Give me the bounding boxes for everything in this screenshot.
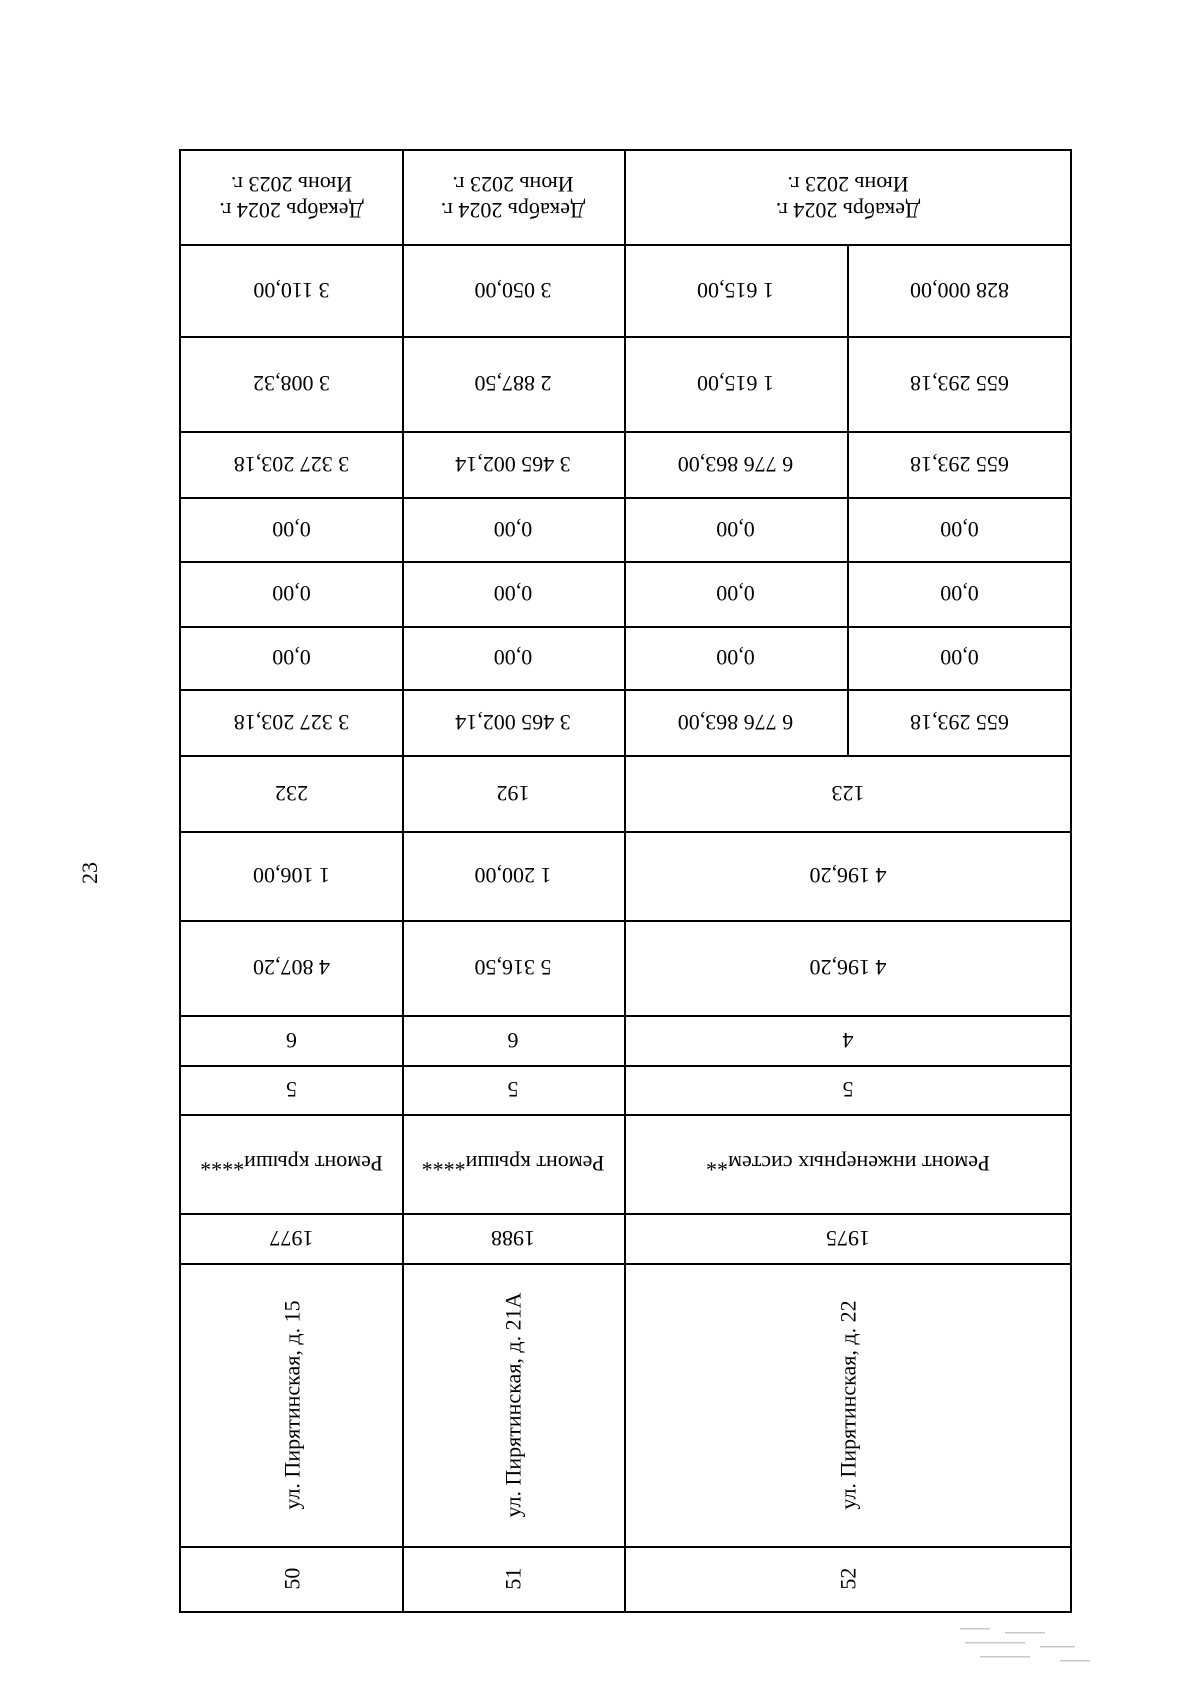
row50-address-cell: [181, 1263, 402, 1546]
row52-work-type: Ремонт инженерных систем**: [706, 1151, 990, 1177]
row51-address: ул. Пирятинская, д. 21А: [500, 1291, 526, 1518]
row50-limit-cost: 3 110,00: [253, 277, 330, 303]
row52-area-total: 4 196,20: [809, 955, 887, 981]
row52-year: 1975: [826, 1225, 870, 1251]
row50-residents: 232: [275, 780, 308, 806]
row52-zero-c2: 0,00: [940, 645, 979, 671]
period-start: Июнь 2023 г.: [452, 172, 574, 198]
row50-unit-cost: 3 008,32: [253, 371, 330, 397]
row51-area-residential: 1 200,00: [474, 863, 552, 889]
row52-cost-work-a: 6 776 863,00: [677, 451, 794, 477]
row52-period: [624, 151, 1072, 244]
row52-number: 52: [835, 1567, 861, 1590]
page-number: 23: [77, 862, 102, 884]
row52-col6: 4: [842, 1027, 854, 1053]
row52-cost-total-a: 6 776 863,00: [677, 709, 794, 735]
row51-col5: 5: [507, 1077, 519, 1103]
row50-number-cell: [181, 1546, 402, 1612]
row52-zero-a1: 0,00: [716, 516, 755, 542]
period-start: Июнь 2023 г.: [230, 172, 353, 198]
row52-unit-cost-a: 1 615,00: [697, 371, 774, 397]
row51-number-cell: [402, 1546, 624, 1612]
row52-cost-total-b: 655 293,18: [910, 709, 1009, 735]
row51-cost-work: 3 465 002,14: [455, 451, 571, 477]
row51-period: [402, 151, 624, 244]
row50-cost-work: 3 327 203,18: [233, 451, 350, 477]
row52-area-residential: 4 196,20: [809, 863, 887, 889]
row52-zero-c1: 0,00: [716, 645, 755, 671]
row51-year: 1988: [491, 1225, 535, 1251]
row52-address-cell: [624, 1263, 1072, 1546]
row51-cost-total: 3 465 002,14: [455, 709, 571, 735]
row52-limit-cost-a: 1 615,00: [697, 277, 774, 303]
row52-cost-work-b: 655 293,18: [910, 451, 1009, 477]
row51-area-total: 5 316,50: [474, 955, 552, 981]
row51-number: 51: [500, 1567, 526, 1590]
row52-zero-b2: 0,00: [940, 581, 979, 607]
row51-zero-b: 0,00: [493, 581, 533, 607]
row52-limit-cost-b: 828 000,00: [910, 277, 1009, 303]
row52-number-cell: [624, 1546, 1072, 1612]
row51-work-type: Ремонт крыши****: [421, 1151, 605, 1177]
row50-address: ул. Пирятинская, д. 15: [278, 1299, 304, 1510]
period-end: Декабрь 2024 г.: [775, 197, 921, 223]
row52-zero-b1: 0,00: [716, 581, 755, 607]
row50-zero-c: 0,00: [272, 645, 311, 671]
row51-col6: 6: [507, 1027, 519, 1053]
row52-address: ул. Пирятинская, д. 22: [835, 1299, 861, 1510]
row50-col6: 6: [286, 1027, 297, 1053]
period-start: Июнь 2023 г.: [787, 172, 909, 198]
row50-col5: 5: [286, 1077, 297, 1103]
period-end: Декабрь 2024 г.: [440, 197, 586, 223]
row51-residents: 192: [496, 780, 530, 806]
row51-unit-cost: 2 887,50: [474, 371, 552, 397]
row52-col5: 5: [842, 1077, 854, 1103]
scan-noise-mark: [950, 1620, 1150, 1670]
row50-area-total: 4 807,20: [253, 955, 330, 981]
row51-address-cell: [402, 1263, 624, 1546]
row51-zero-a: 0,00: [493, 516, 533, 542]
row50-zero-a: 0,00: [272, 516, 311, 542]
capital-repair-table: [179, 149, 1072, 1613]
row50-zero-b: 0,00: [272, 581, 311, 607]
row52-zero-a2: 0,00: [940, 516, 979, 542]
row50-number: 50: [278, 1567, 304, 1590]
row50-work-type: Ремонт крыши****: [200, 1151, 383, 1177]
row50-cost-total: 3 327 203,18: [233, 709, 350, 735]
row51-limit-cost: 3 050,00: [474, 277, 552, 303]
row52-unit-cost-b: 655 293,18: [910, 371, 1009, 397]
period-end: Декабрь 2024 г.: [219, 197, 364, 223]
row51-zero-c: 0,00: [493, 645, 533, 671]
row52-residents: 123: [831, 780, 865, 806]
row50-area-residential: 1 106,00: [253, 863, 330, 889]
row50-period: [181, 151, 402, 244]
row50-year: 1977: [269, 1225, 314, 1251]
